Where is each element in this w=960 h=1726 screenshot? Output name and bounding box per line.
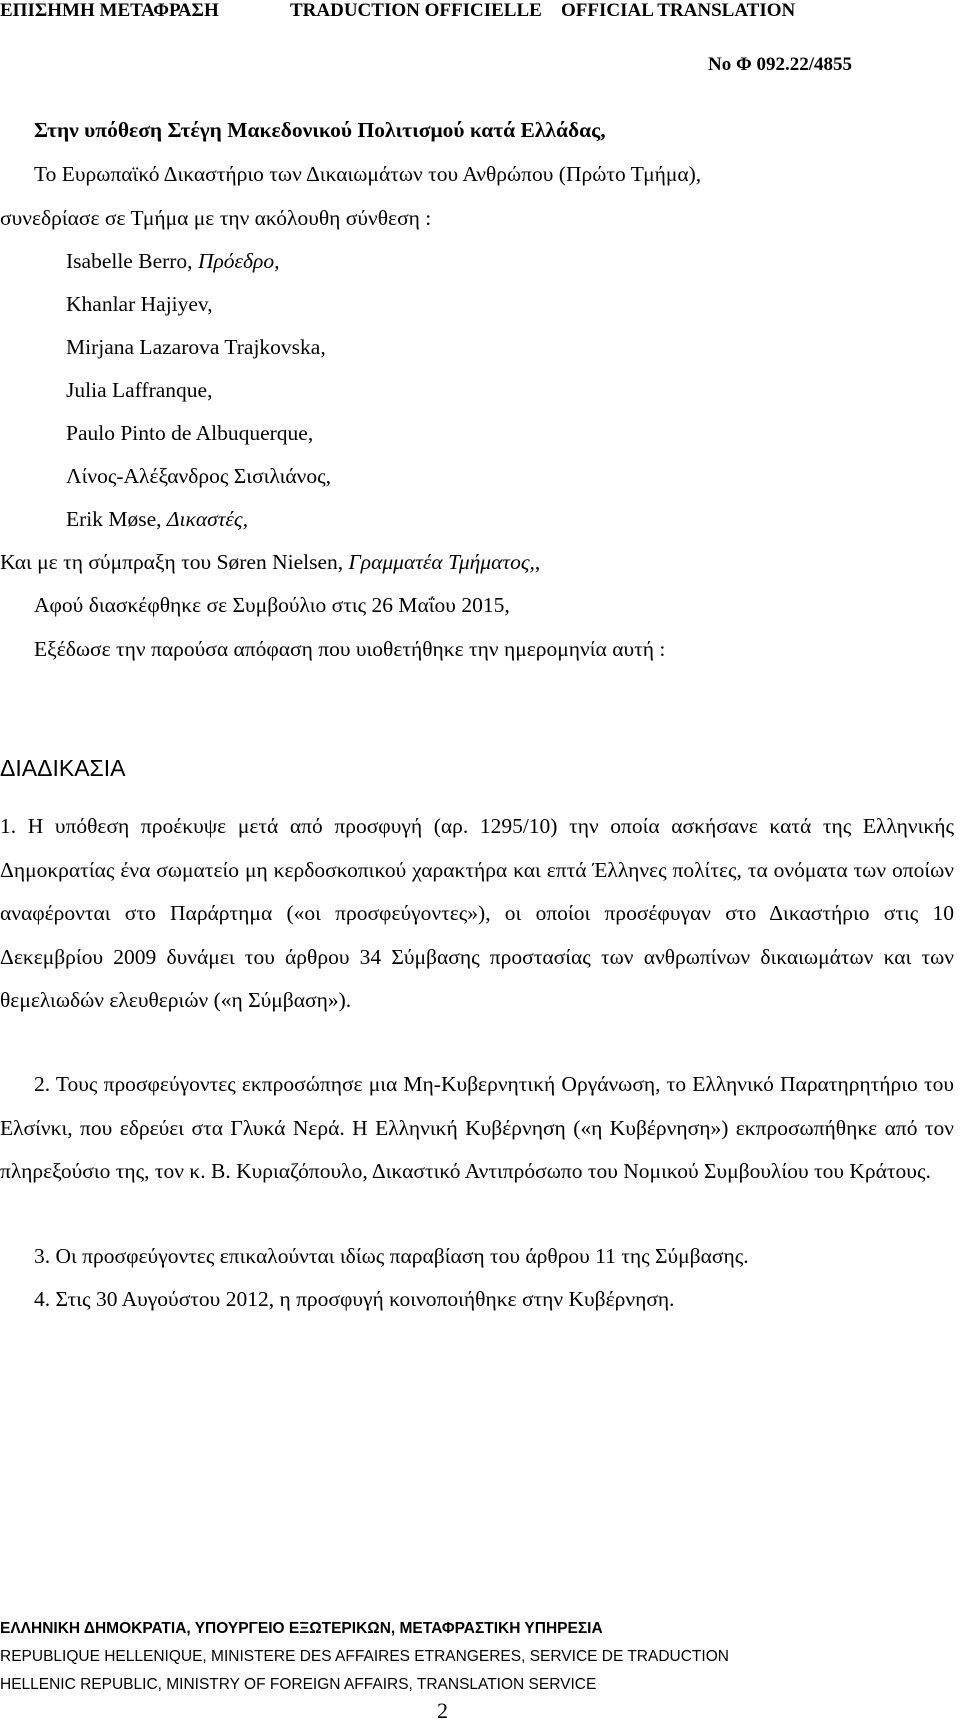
- judge-line: [66, 334, 326, 360]
- judge-line: [66, 463, 331, 489]
- header-french: TRADUCTION OFFICIELLE: [290, 0, 542, 21]
- case-title: Στην υπόθεση Στέγη Μακεδονικού Πολιτισμού κατά Ελλάδας,: [34, 118, 606, 142]
- composition-line: συνεδρίασε σε Τμήμα με την ακόλουθη σύνθεση :: [0, 206, 432, 230]
- registrar-role: Γραμματέα Τμήματος,: [348, 550, 535, 574]
- registrar-tail: ,: [534, 550, 541, 574]
- header-english: OFFICIAL TRANSLATION: [561, 0, 796, 21]
- judge-line: [66, 248, 279, 274]
- judge-line: [66, 291, 213, 317]
- judge-line: [66, 420, 313, 446]
- paragraph-2: 2. Τους προσφεύγοντες εκπροσώπησε μια Μη-Κυβερνητική Οργάνωση, το Ελληνικό Παρατηρητήριο του Ελσίνκι, που εδρεύει στα Γλυκά Νερά. Η Ελληνική Κυβέρνηση («η Κυβέρνηση») εκπροσωπήθηκε από τον πληρεξούσιο της, τον κ. Β. Κυριαζόπουλο, Δικαστικό Αντιπρόσωπο του Νομικού Συμβουλίου του Κράτους.: [0, 1072, 954, 1183]
- footer-french: REPUBLIQUE HELLENIQUE, MINISTERE DES AFFAIRES ETRANGERES, SERVICE DE TRADUCTION: [0, 1648, 729, 1665]
- header-greek: ΕΠΙΣΗΜΗ ΜΕΤΑΦΡΑΣΗ: [0, 0, 219, 21]
- judge-line: [66, 377, 212, 403]
- footer-english: HELLENIC REPUBLIC, MINISTRY OF FOREIGN AFFAIRS, TRANSLATION SERVICE: [0, 1676, 597, 1693]
- judge-name: Julia Laffranque,: [66, 378, 213, 402]
- registrar-text: Και με τη σύμπραξη του Søren Nielsen,: [0, 550, 349, 574]
- delivery-line: Εξέδωσε την παρούσα απόφαση που υιοθετήθηκε την ημερομηνία αυτή :: [34, 637, 666, 661]
- judge-name: Khanlar Hajiyev,: [66, 292, 213, 316]
- judge-name: Isabelle Berro,: [66, 249, 198, 273]
- judge-name: Λίνος-Αλέξανδρος Σισιλιάνος,: [66, 464, 332, 488]
- judge-role: Δικαστές,: [166, 507, 248, 531]
- paragraph-1: 1. Η υπόθεση προέκυψε μετά από προσφυγή (αρ. 1295/10) την οποία ασκήσανε κατά της Ελληνικής Δημοκρατίας ένα σωματείο μη κερδοσκοπικού χαρακτήρα και επτά Έλληνες πολίτες, τα ονόματα των οποίων αναφέρονται στο Παράρτημα («οι προσφεύγοντες»), οι οποίοι προσέφυγαν στο Δικαστήριο στις 10 Δεκεμβρίου 2009 δυνάμει του άρθρου 34 Σύμβασης προστασίας των ανθρωπίνων δικαιωμάτων και των θεμελιωδών ελευθεριών («η Σύμβαση»).: [0, 814, 954, 1012]
- judge-role: Πρόεδρο,: [197, 249, 280, 273]
- section-title: ΔΙΑΔΙΚΑΣΙΑ: [0, 755, 126, 781]
- footer-greek: ΕΛΛΗΝΙΚΗ ΔΗΜΟΚΡΑΤΙΑ, ΥΠΟΥΡΓΕΙΟ ΕΞΩΤΕΡΙΚΩΝ, ΜΕΤΑΦΡΑΣΤΙΚΗ ΥΠΗΡΕΣΙΑ: [0, 1620, 603, 1637]
- judge-name: Erik Møse,: [66, 507, 167, 531]
- judge-line: [66, 506, 248, 532]
- paragraph-3: 3. Οι προσφεύγοντες επικαλούνται ιδίως παραβίαση του άρθρου 11 της Σύμβασης.: [34, 1244, 749, 1268]
- reference-number: Νο Φ 092.22/4855: [707, 54, 852, 75]
- page-number: 2: [437, 1698, 448, 1723]
- deliberation-line: Αφού διασκέφθηκε σε Συμβούλιο στις 26 Μαΐου 2015,: [34, 593, 510, 617]
- judge-name: Paulo Pinto de Albuquerque,: [66, 421, 314, 445]
- paragraph-4: 4. Στις 30 Αυγούστου 2012, η προσφυγή κοινοποιήθηκε στην Κυβέρνηση.: [34, 1287, 675, 1311]
- judge-name: Mirjana Lazarova Trajkovska,: [66, 335, 326, 359]
- registrar-line: [0, 549, 540, 575]
- court-name: Το Ευρωπαϊκό Δικαστήριο των Δικαιωμάτων του Ανθρώπου (Πρώτο Τμήμα),: [34, 162, 702, 186]
